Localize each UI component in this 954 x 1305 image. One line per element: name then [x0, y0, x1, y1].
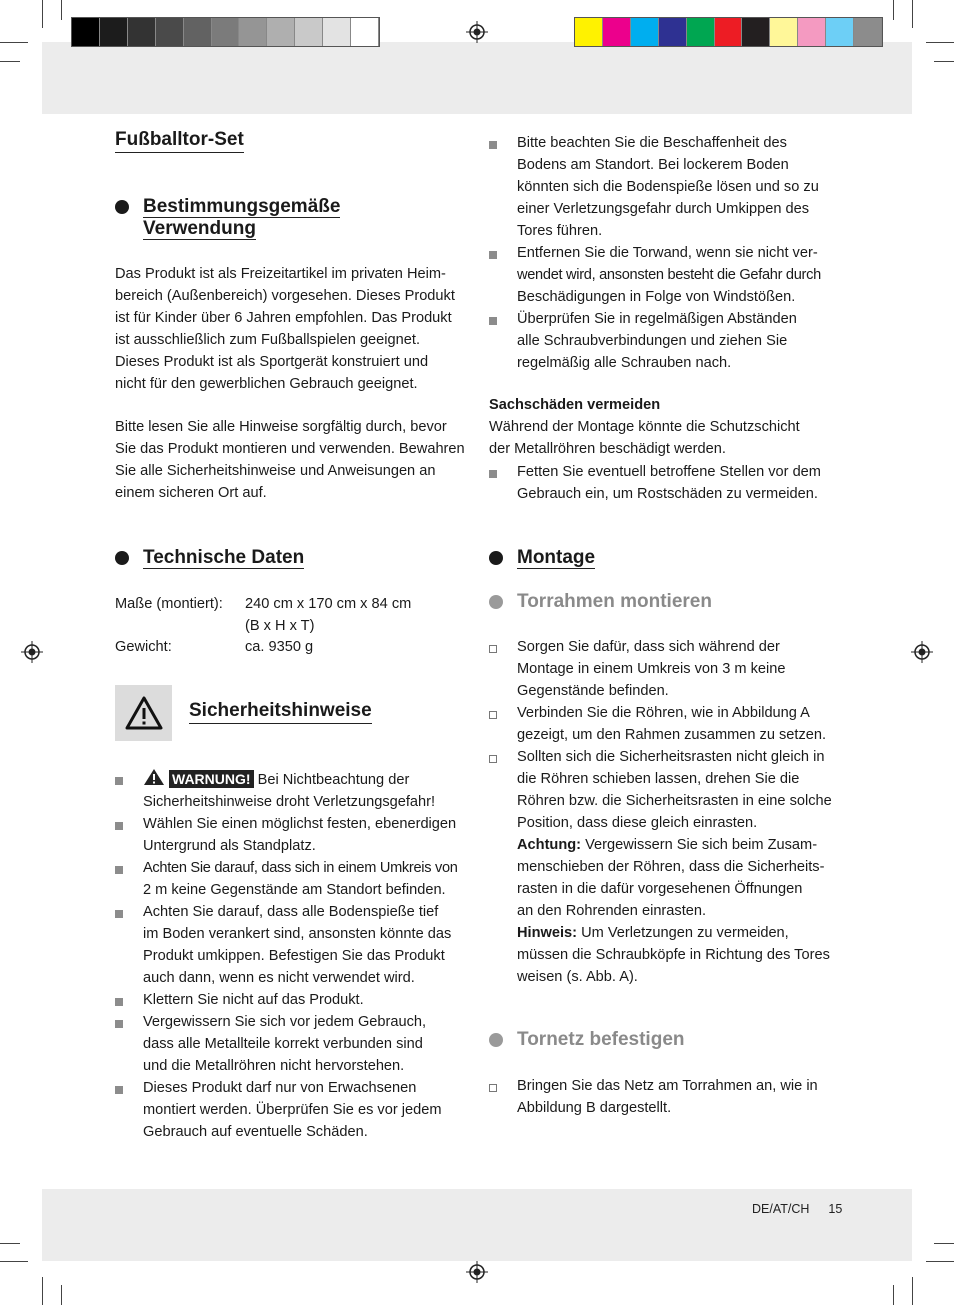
- text-line: Untergrund als Standplatz.: [143, 838, 316, 854]
- color-swatch: [631, 18, 659, 46]
- text-line: Beschädigungen in Folge von Windstößen.: [517, 289, 796, 305]
- registration-mark-icon: [466, 21, 488, 43]
- safety-list-left: [115, 768, 475, 1143]
- checkbox-square-icon: [489, 645, 497, 653]
- top-band: [42, 42, 912, 114]
- page-title: Fußballtor-Set: [115, 129, 244, 153]
- text-line: Bringen Sie das Netz am Torrahmen an, wie in: [517, 1078, 818, 1094]
- text-line: Wählen Sie einen möglichst festen, ebenerdigen: [143, 816, 457, 832]
- text-line: Entfernen Sie die Torwand, wenn sie nicht ver-: [517, 245, 818, 261]
- net-heading: [517, 1029, 685, 1051]
- checkbox-square-icon: [489, 1084, 497, 1092]
- bullet-dot-icon: [489, 1033, 503, 1047]
- crop-mark: [42, 0, 43, 28]
- crop-mark: [61, 0, 62, 20]
- color-swatch: [351, 18, 379, 46]
- text-line: Während der Montage könnte die Schutzschicht: [489, 419, 800, 435]
- text-line: rasten in die dafür vorgesehenen Öffnungen: [517, 881, 803, 897]
- frame-steps-list: [489, 636, 849, 988]
- text-line: Bitte beachten Sie die Beschaffenheit des: [517, 135, 787, 151]
- text-line: montiert werden. Überprüfen Sie es vor jedem: [143, 1102, 442, 1118]
- grayscale-color-bar: [71, 17, 380, 47]
- page-number: 15: [828, 1202, 843, 1216]
- color-swatch: [687, 18, 715, 46]
- crop-mark: [0, 1261, 28, 1262]
- damage-heading: Sachschäden vermeiden: [489, 397, 661, 413]
- text-line: ist ausschließlich zum Fußballspielen geeignet.: [115, 332, 420, 348]
- text-line: Gebrauch ein, um Rostschäden zu vermeiden.: [517, 486, 818, 502]
- color-swatch: [267, 18, 295, 46]
- intended-use-paragraph-1: [115, 263, 455, 395]
- text-line: Gebrauch auf eventuelle Schäden.: [143, 1124, 368, 1140]
- net-steps-list: [489, 1075, 849, 1119]
- warning-line: [143, 768, 475, 791]
- text-line: Tores führen.: [517, 223, 603, 239]
- tech-dims-value: 240 cm x 170 cm x 84 cm: [245, 596, 412, 612]
- square-bullet-icon: [489, 141, 497, 149]
- text-line: Montage in einem Umkreis von 3 m keine: [517, 661, 786, 677]
- text-line: Bodens am Standort. Bei lockerem Boden: [517, 157, 789, 173]
- text-line: Verbinden Sie die Röhren, wie in Abbildung A: [517, 705, 810, 721]
- crop-mark: [0, 42, 28, 43]
- text-line: wendet wird, ansonsten besteht die Gefahr durch: [517, 267, 821, 283]
- list-item: [115, 768, 475, 813]
- assembly-heading-text: Montage: [517, 547, 596, 568]
- text-line: Röhren bzw. die Sicherheitsrasten in eine solche: [517, 793, 832, 809]
- text-line: Sollten sich die Sicherheitsrasten nicht gleich in: [517, 749, 825, 765]
- text-line: Sorgen Sie dafür, dass sich während der: [517, 639, 780, 655]
- text-line: an den Rohrenden einrasten.: [517, 903, 707, 919]
- text-line: Sie das Produkt montieren und verwenden. Bewahren: [115, 441, 465, 457]
- text-line: einer Verletzungsgefahr durch Umkippen des: [517, 201, 810, 217]
- text-line: Abbildung B dargestellt.: [517, 1100, 672, 1116]
- intended-use-heading-line2: Verwendung: [143, 218, 256, 239]
- text-line: Produkt umkippen. Befestigen Sie das Produkt: [143, 948, 445, 964]
- text-line: Dieses Produkt ist als Sportgerät konstruiert und: [115, 354, 429, 370]
- safety-list-right: [489, 132, 849, 374]
- text-line: Klettern Sie nicht auf das Produkt.: [143, 992, 364, 1008]
- color-swatch: [826, 18, 854, 46]
- text-line: einem sicheren Ort auf.: [115, 485, 267, 501]
- list-item: [489, 461, 849, 505]
- checkbox-square-icon: [489, 711, 497, 719]
- frame-heading-text: Torrahmen montieren: [517, 591, 712, 612]
- text-line: Position, dass diese gleich einrasten.: [517, 815, 758, 831]
- crop-mark: [926, 42, 954, 43]
- crop-mark: [926, 1261, 954, 1262]
- warning-text: Bei Nichtbeachtung der: [253, 772, 410, 788]
- text-line: Achten Sie darauf, dass sich in einem Umkreis von: [143, 860, 458, 876]
- text-line: der Metallröhren beschädigt werden.: [489, 441, 726, 457]
- color-swatch: [323, 18, 351, 46]
- text-line: weisen (s. Abb. A).: [517, 969, 638, 985]
- text-line: müssen die Schraubköpfe in Richtung des Tores: [517, 947, 830, 963]
- damage-list: [489, 461, 849, 505]
- list-item: [489, 308, 849, 374]
- damage-text: [489, 416, 800, 460]
- list-item: [489, 746, 849, 988]
- color-swatch: [854, 18, 882, 46]
- intended-use-heading: [143, 196, 340, 240]
- square-bullet-icon: [115, 1086, 123, 1094]
- hint-text: Um Verletzungen zu vermeiden,: [577, 925, 789, 941]
- text-line: menschieben der Röhren, dass die Sicherheits-: [517, 859, 825, 875]
- color-swatch: [239, 18, 267, 46]
- color-swatch: [212, 18, 240, 46]
- text-line: alle Schraubverbindungen und ziehen Sie: [517, 333, 788, 349]
- text-line: Überprüfen Sie in regelmäßigen Abständen: [517, 311, 797, 327]
- attention-line: [517, 834, 849, 856]
- crop-mark: [0, 1243, 20, 1244]
- tech-data-heading: [143, 547, 304, 569]
- bullet-dot-icon: [115, 551, 129, 565]
- crop-mark: [912, 0, 913, 28]
- list-item: [489, 242, 849, 308]
- crop-mark: [893, 1285, 894, 1305]
- square-bullet-icon: [489, 470, 497, 478]
- text-line: Bitte lesen Sie alle Hinweise sorgfältig durch, bevor: [115, 419, 447, 435]
- intended-use-heading-line1: Bestimmungsgemäße: [143, 196, 341, 217]
- list-item: [115, 813, 475, 857]
- color-swatch: [798, 18, 826, 46]
- text-line: Dieses Produkt darf nur von Erwachsenen: [143, 1080, 417, 1096]
- bottom-band: [42, 1189, 912, 1261]
- color-swatch: [72, 18, 100, 46]
- color-swatch: [770, 18, 798, 46]
- text-line: 2 m keine Gegenstände am Standort befinden.: [143, 882, 446, 898]
- square-bullet-icon: [115, 866, 123, 874]
- color-swatch: [715, 18, 743, 46]
- intended-use-paragraph-2: [115, 416, 465, 504]
- text-line: Sie alle Sicherheitshinweise und Anweisungen an: [115, 463, 436, 479]
- square-bullet-icon: [115, 1020, 123, 1028]
- hint-line: [517, 922, 849, 944]
- color-swatch: [156, 18, 184, 46]
- crop-mark: [61, 1285, 62, 1305]
- page-footer: [752, 1202, 842, 1216]
- registration-mark-icon: [911, 641, 933, 663]
- list-item: [489, 702, 849, 746]
- crop-mark: [893, 0, 894, 20]
- list-item: [489, 1075, 849, 1119]
- text-line: ist für Kinder über 6 Jahren empfohlen. Das Produkt: [115, 310, 452, 326]
- color-swatch: [742, 18, 770, 46]
- registration-mark-icon: [21, 641, 43, 663]
- list-item: [489, 636, 849, 702]
- net-heading-text: Tornetz befestigen: [517, 1029, 685, 1050]
- text-line: nicht für den gewerblichen Gebrauch geeignet.: [115, 376, 418, 392]
- attention-label: Achtung:: [517, 837, 582, 853]
- tech-weight-value: ca. 9350 g: [245, 639, 314, 655]
- color-swatch: [128, 18, 156, 46]
- list-item: [115, 1011, 475, 1077]
- text-line: könnten sich die Bodenspieße lösen und so zu: [517, 179, 819, 195]
- square-bullet-icon: [489, 251, 497, 259]
- safety-heading: Sicherheitshinweise: [189, 700, 372, 724]
- footer-lang: DE/AT/CH: [752, 1202, 810, 1216]
- color-swatch: [295, 18, 323, 46]
- square-bullet-icon: [489, 317, 497, 325]
- tech-dims-label: Maße (montiert):: [115, 596, 223, 612]
- process-color-bar: [574, 17, 883, 47]
- frame-heading: [517, 591, 712, 613]
- warning-badge: WARNUNG!: [169, 770, 254, 788]
- square-bullet-icon: [115, 777, 123, 785]
- bullet-dot-icon: [489, 595, 503, 609]
- list-item: [489, 132, 849, 242]
- warning-triangle-icon: [124, 695, 164, 731]
- bullet-dot-icon: [115, 200, 129, 214]
- assembly-heading: [517, 547, 595, 569]
- crop-mark: [42, 1277, 43, 1305]
- text-line: und die Metallröhren nicht hervorstehen.: [143, 1058, 405, 1074]
- bullet-dot-icon: [489, 551, 503, 565]
- list-item: [115, 989, 475, 1011]
- list-item: [115, 901, 475, 989]
- text-line: Achten Sie darauf, dass alle Bodenspieße tief: [143, 904, 439, 920]
- text-line: auch dann, wenn es nicht verwendet wird.: [143, 970, 415, 986]
- text-line: gezeigt, um den Rahmen zusammen zu setzen.: [517, 727, 827, 743]
- text-line: regelmäßig alle Schrauben nach.: [517, 355, 732, 371]
- hint-label: Hinweis:: [517, 925, 578, 941]
- checkbox-square-icon: [489, 755, 497, 763]
- attention-text: Vergewissern Sie sich beim Zusam-: [581, 837, 818, 853]
- text-line: im Boden verankert sind, ansonsten könnte das: [143, 926, 452, 942]
- color-swatch: [184, 18, 212, 46]
- registration-mark-icon: [466, 1261, 488, 1283]
- list-item: [115, 1077, 475, 1143]
- warning-triangle-icon: [143, 768, 165, 786]
- text-line: bereich (Außenbereich) vorgesehen. Dieses Produkt: [115, 288, 455, 304]
- list-item: [115, 857, 475, 901]
- color-swatch: [100, 18, 128, 46]
- text-line: Fetten Sie eventuell betroffene Stellen vor dem: [517, 464, 821, 480]
- color-swatch: [575, 18, 603, 46]
- tech-data-heading-text: Technische Daten: [143, 547, 305, 568]
- warning-triangle-box: [115, 685, 172, 741]
- crop-mark: [934, 61, 954, 62]
- text-line: die Röhren schieben lassen, drehen Sie die: [517, 771, 800, 787]
- text-line: Vergewissern Sie sich vor jedem Gebrauch,: [143, 1014, 427, 1030]
- square-bullet-icon: [115, 910, 123, 918]
- text-line: Gegenstände befinden.: [517, 683, 669, 699]
- text-line: Sicherheitshinweise droht Verletzungsgefahr!: [143, 794, 436, 810]
- color-swatch: [603, 18, 631, 46]
- square-bullet-icon: [115, 822, 123, 830]
- crop-mark: [934, 1243, 954, 1244]
- square-bullet-icon: [115, 998, 123, 1006]
- text-line: Das Produkt ist als Freizeitartikel im privaten Heim-: [115, 266, 446, 282]
- color-swatch: [659, 18, 687, 46]
- text-line: dass alle Metallteile korrekt verbunden sind: [143, 1036, 423, 1052]
- crop-mark: [912, 1277, 913, 1305]
- tech-dims-value-2: (B x H x T): [245, 618, 315, 634]
- crop-mark: [0, 61, 20, 62]
- tech-weight-label: Gewicht:: [115, 639, 172, 655]
